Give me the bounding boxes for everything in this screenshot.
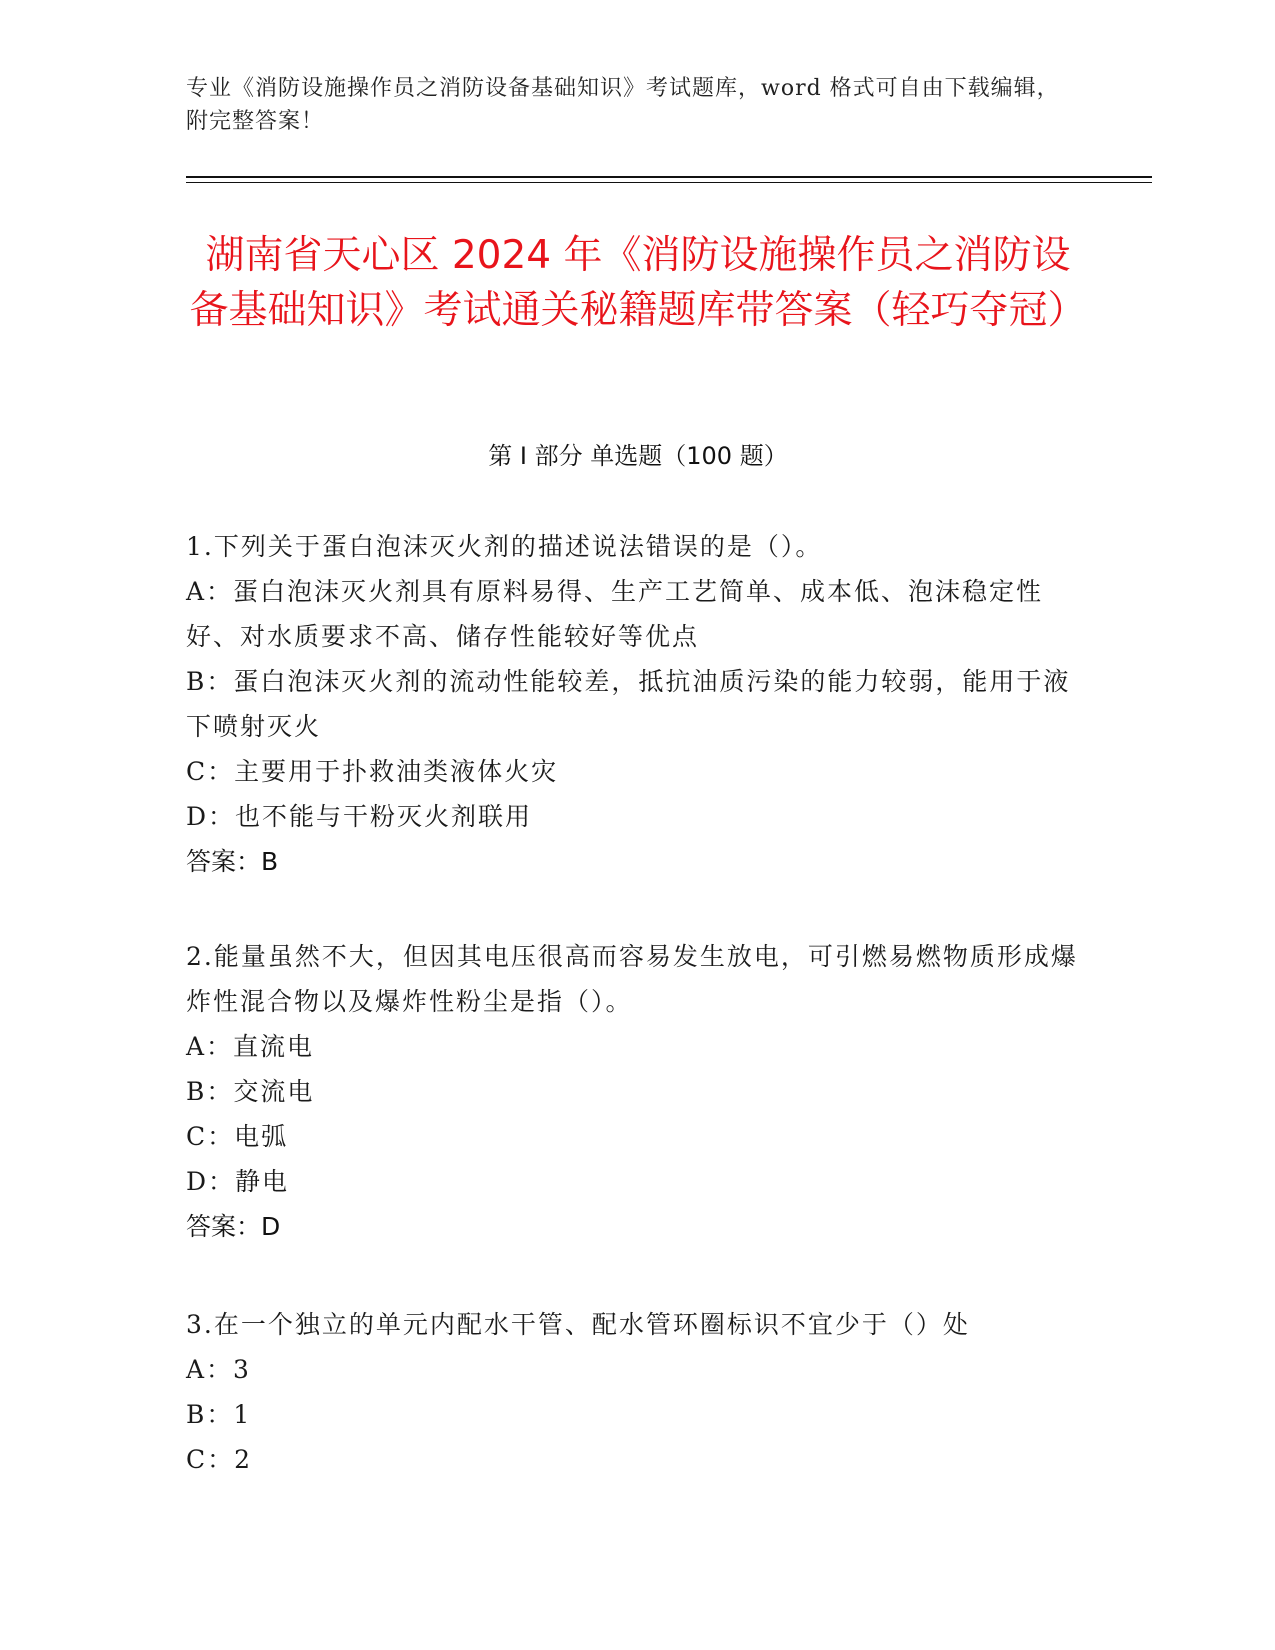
header-divider	[186, 176, 1152, 178]
question-block	[186, 524, 1086, 884]
question-stem: 3.在一个独立的单元内配水干管、配水管环圈标识不宜少于（）处	[186, 1310, 970, 1339]
document-title: 湖南省天心区 2024 年《消防设施操作员之消防设备基础知识》考试通关秘籍题库带答案（轻巧夺冠）	[189, 233, 1087, 333]
option-d: D：也不能与干粉灭火剂联用	[186, 802, 533, 831]
option-b: B：交流电	[186, 1077, 315, 1106]
answer-line: 答案：D	[186, 1212, 281, 1241]
question-block	[186, 1302, 1086, 1482]
option-b: B：1	[186, 1400, 252, 1429]
question-stem: 2.能量虽然不大，但因其电压很高而容易发生放电，可引燃易燃物质形成爆炸性混合物以及爆炸性粉尘是指（）。	[186, 942, 1078, 1016]
option-a: A：蛋白泡沫灭火剂具有原料易得、生产工艺简单、成本低、泡沫稳定性好、对水质要求不高、储存性能较好等优点	[186, 577, 1044, 651]
question-block	[186, 934, 1086, 1249]
option-c: C：电弧	[186, 1122, 289, 1151]
option-c: C：主要用于扑救油类液体火灾	[186, 757, 559, 786]
option-a: A：直流电	[186, 1032, 315, 1061]
option-c: C：2	[186, 1445, 253, 1474]
header-divider-thin	[186, 182, 1152, 183]
option-a: A：3	[186, 1355, 251, 1384]
header-note: 专业《消防设施操作员之消防设备基础知识》考试题库，word 格式可自由下载编辑，附完整答案！	[186, 76, 1060, 134]
section-heading: 第 I 部分 单选题（100 题）	[488, 442, 788, 470]
question-stem: 1.下列关于蛋白泡沫灭火剂的描述说法错误的是（）。	[186, 532, 823, 561]
option-d: D：静电	[186, 1167, 290, 1196]
answer-line: 答案：B	[186, 847, 279, 876]
option-b: B：蛋白泡沫灭火剂的流动性能较差，抵抗油质污染的能力较弱，能用于液下喷射灭火	[186, 667, 1071, 741]
